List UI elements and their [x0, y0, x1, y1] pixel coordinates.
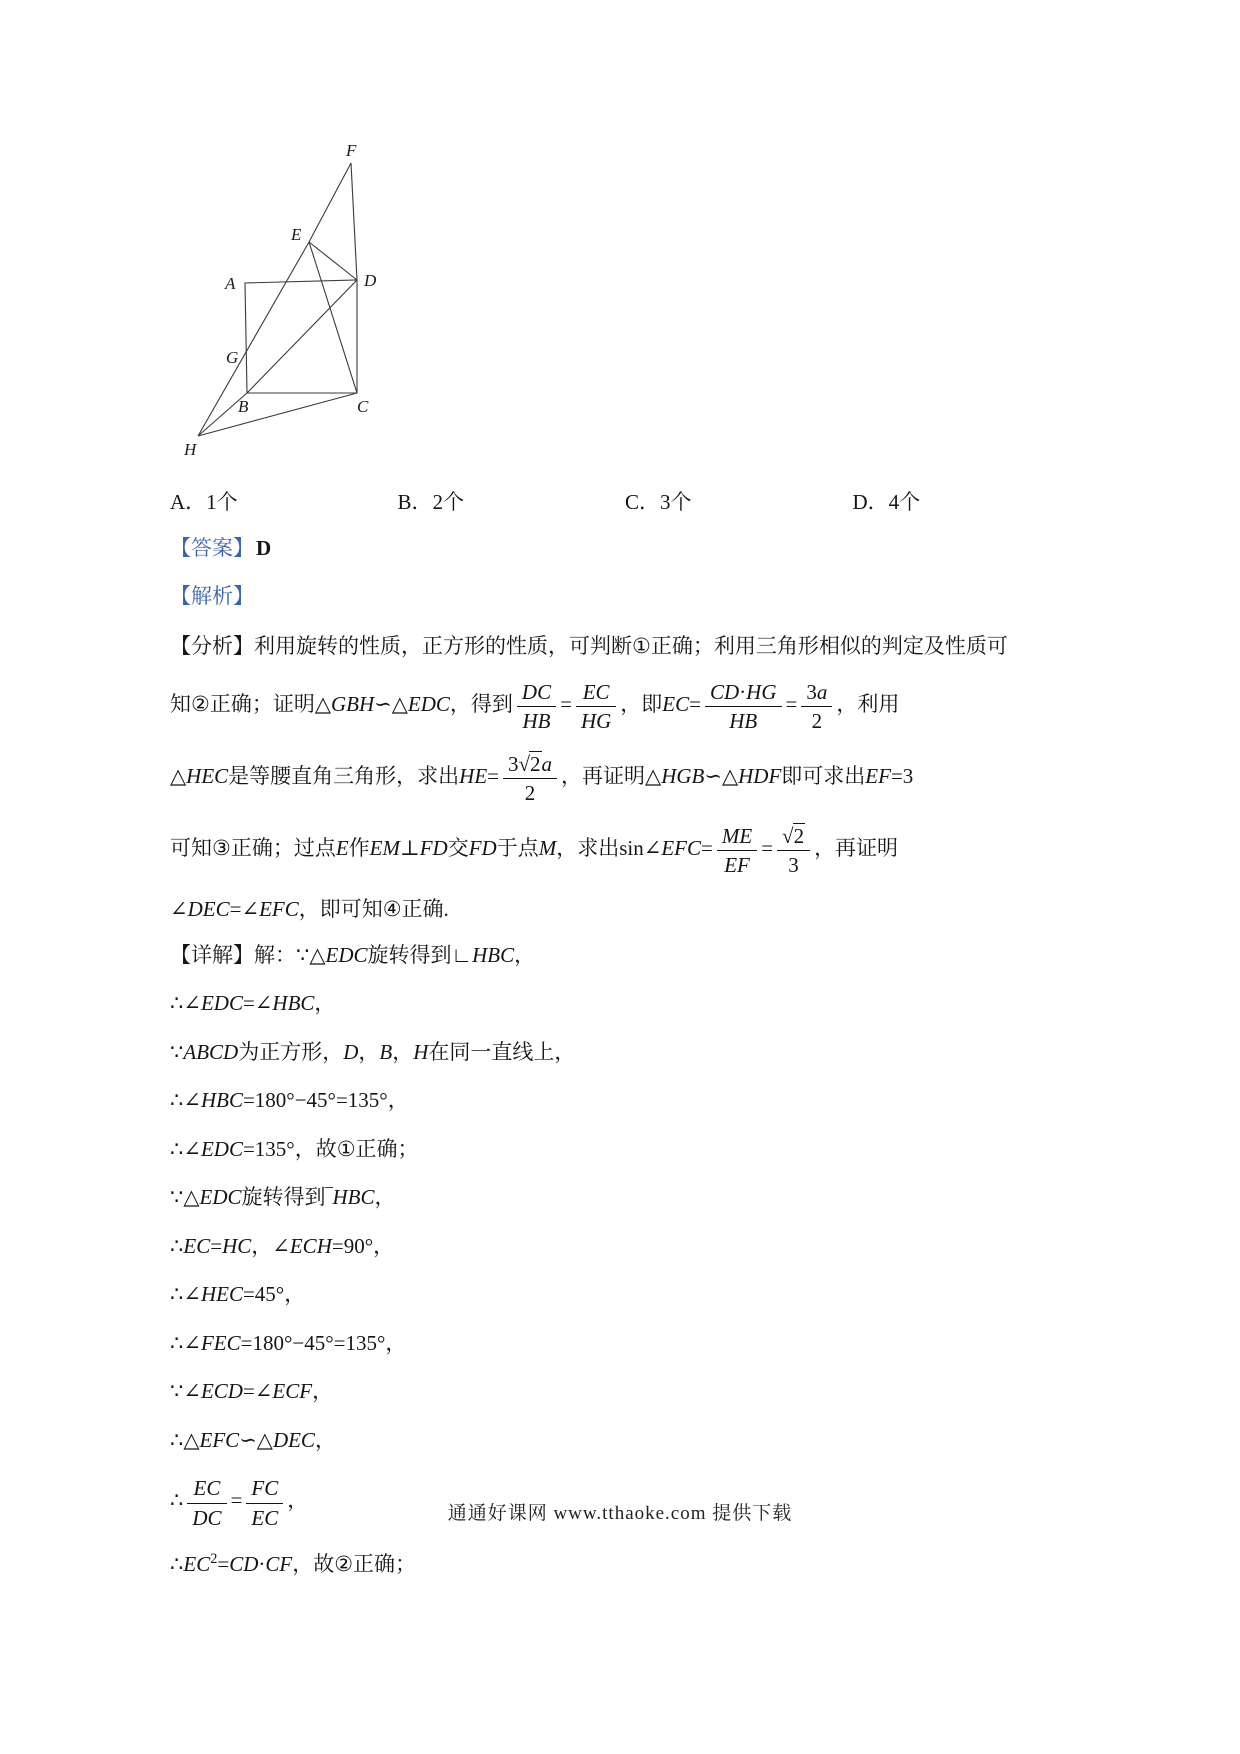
detail-line: ∴∠EDC=135°，故①正确；	[170, 1136, 419, 1161]
detail-line: ∵∠ECD=∠ECF，	[170, 1379, 334, 1404]
line-h-e-f	[198, 163, 351, 436]
document-content	[170, 140, 1080, 1597]
detail-line: ∴EC=HC，∠ECH=90°，	[170, 1233, 395, 1258]
vertex-label-h: H	[184, 440, 197, 459]
analysis-line: △HEC是等腰直角三角形，求出HE= $\frac{3√2a}{2}$ ，再证明△HGB∽△HDF即可求出EF=3	[170, 751, 914, 805]
detail-line: ∴∠HEC=45°，	[170, 1282, 306, 1307]
options-row	[170, 486, 1080, 516]
vertex-label-c: C	[357, 397, 369, 416]
vertex-label-d: D	[364, 271, 377, 290]
option-a: A．1个	[170, 490, 238, 514]
detail-line: $\therefore EC^2=CD\cdot CF$，故②正确；	[170, 1550, 417, 1576]
detail-line: ∴∠HBC=180°−45°=135°，	[170, 1088, 409, 1113]
analysis-line: ∠DEC=∠EFC，即可知④正确.	[170, 897, 449, 922]
detail-line: ∴∠EDC=∠HBC，	[170, 991, 336, 1016]
line-e-c	[309, 242, 357, 393]
vertex-label-e: E	[291, 225, 302, 244]
detail-section	[170, 940, 1080, 1580]
answer-line	[170, 532, 1080, 562]
answer-label: 【答案】	[170, 536, 254, 560]
detail-line: ∵△EDC旋转得到‾HBC，	[170, 1185, 396, 1210]
detail-line: ∴△EFC∽△DEC，	[170, 1427, 336, 1452]
option-b: B．2个	[397, 490, 465, 514]
line-f-d	[351, 163, 357, 280]
answer-value: D	[256, 536, 272, 560]
detail-line: 【详解】解：∵△EDC旋转得到∟HBC，	[170, 942, 536, 967]
analysis-section	[170, 630, 1080, 926]
vertex-label-b: B	[238, 397, 249, 416]
geometry-figure	[150, 140, 410, 470]
vertex-label-f: F	[346, 141, 357, 160]
analysis-line: 【分析】利用旋转的性质，正方形的性质，可判断①正确；利用三角形相似的判定及性质可	[170, 634, 1008, 658]
analysis-line: 知②正确；证明△GBH∽△EDC，得到 $\frac{DC}{HB}$ = $\frac{EC}{HG}$ ，即EC= $\frac{CD\cdot HG}{HB}$ = $\frac{3a}{2}$ ，利用	[170, 679, 900, 733]
vertex-label-g: G	[226, 348, 239, 367]
figure-lines	[198, 163, 357, 436]
line-h-b-d	[198, 280, 357, 436]
detail-line: ∴∠FEC=180°−45°=135°，	[170, 1330, 407, 1355]
analysis-line: 可知③正确；过点E作EM⊥FD交FD于点M，求出sin∠EFC= $\frac{ME}{EF}$ = $\frac{√2}{3}$ ，再证明	[170, 824, 899, 878]
jiexi-label: 【解析】	[170, 584, 254, 608]
option-d: D．4个	[852, 490, 921, 514]
detail-line: ∴ $\frac{EC}{DC}$ = $\frac{FC}{EC}$ ，	[170, 1476, 309, 1530]
option-c: C．3个	[625, 490, 692, 514]
footer-text: 通通好课网 www.tthaoke.com 提供下载	[447, 1503, 793, 1524]
detail-line: ∵ABCD为正方形，D，B，H在同一直线上，	[170, 1039, 576, 1064]
line-e-d	[309, 242, 357, 280]
vertex-label-a: A	[225, 274, 236, 293]
